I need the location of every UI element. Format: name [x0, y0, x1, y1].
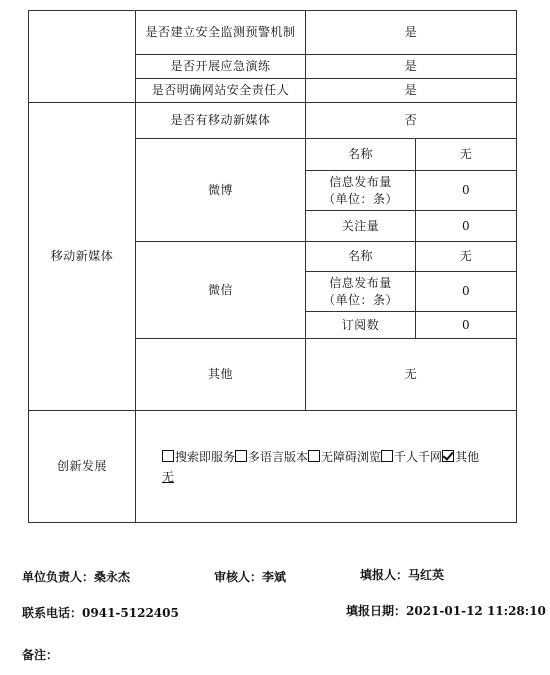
phone-value: 0941-5122405 — [82, 606, 179, 620]
innovation-label: 创新发展 — [29, 411, 136, 523]
date-label: 填报日期： — [346, 604, 407, 618]
security-owner-value: 是 — [306, 79, 517, 103]
option-label: 无障碍浏览 — [321, 449, 382, 464]
filler-label: 填报人： — [360, 568, 409, 582]
weixin-subs-value: 0 — [416, 312, 517, 339]
weibo-follow-value: 0 — [416, 211, 517, 242]
weibo-posts-label — [306, 171, 416, 211]
security-owner-label: 是否明确网站安全责任人 — [136, 79, 306, 103]
weibo-posts-label-line2: （单位：条） — [322, 191, 398, 206]
weixin-name-label: 名称 — [306, 242, 416, 272]
weibo-name-label: 名称 — [306, 139, 416, 171]
weibo-posts-label-line1: 信息发布量 — [329, 174, 392, 189]
unit-head-value: 桑永杰 — [94, 570, 131, 584]
filler-value: 马红英 — [408, 568, 445, 582]
innovation-other-value: 无 — [162, 469, 175, 484]
contact-phone — [22, 604, 179, 621]
weixin-label: 微信 — [136, 242, 306, 339]
weixin-posts-label-line1: 信息发布量 — [329, 275, 392, 290]
has-mobile-media-label: 是否有移动新媒体 — [136, 103, 306, 139]
checkbox-icon[interactable] — [381, 450, 393, 462]
mobile-media-section-label: 移动新媒体 — [29, 103, 136, 411]
has-mobile-media-value: 否 — [306, 103, 517, 139]
weixin-name-value: 无 — [416, 242, 517, 272]
reviewer — [214, 568, 286, 585]
weibo-posts-value: 0 — [416, 171, 517, 211]
weixin-posts-label-line2: （单位：条） — [322, 292, 398, 307]
reviewer-label: 审核人： — [214, 570, 263, 584]
option-other[interactable] — [442, 450, 479, 464]
innovation-options — [136, 411, 517, 523]
other-media-value: 无 — [306, 339, 517, 411]
weixin-posts-label — [306, 272, 416, 312]
empty-left-cell — [29, 11, 136, 103]
phone-label: 联系电话： — [22, 606, 83, 620]
checkbox-icon[interactable] — [308, 450, 320, 462]
reviewer-value: 李斌 — [262, 570, 287, 584]
weixin-subs-label: 订阅数 — [306, 312, 416, 339]
security-warning-label: 是否建立安全监测预警机制 — [136, 11, 306, 55]
weibo-label: 微博 — [136, 139, 306, 242]
emergency-drill-label: 是否开展应急演练 — [136, 55, 306, 79]
weibo-name-value: 无 — [416, 139, 517, 171]
option-label: 搜索即服务 — [175, 449, 236, 464]
option-label: 其他 — [455, 449, 480, 464]
weibo-follow-label: 关注量 — [306, 211, 416, 242]
report-table — [28, 10, 517, 523]
other-media-label: 其他 — [136, 339, 306, 411]
option-search-service[interactable] — [162, 450, 235, 464]
unit-head — [22, 568, 130, 585]
option-label: 千人千网 — [394, 449, 443, 464]
option-personalized[interactable] — [381, 450, 442, 464]
emergency-drill-value: 是 — [306, 55, 517, 79]
option-accessibility[interactable] — [308, 450, 381, 464]
filler — [360, 566, 444, 583]
security-warning-value: 是 — [306, 11, 517, 55]
note-label: 备注： — [22, 648, 59, 662]
checkbox-icon[interactable] — [235, 450, 247, 462]
option-label: 多语言版本 — [248, 449, 309, 464]
option-multilingual[interactable] — [235, 450, 308, 464]
unit-head-label: 单位负责人： — [22, 570, 95, 584]
fill-date — [346, 602, 546, 619]
date-value: 2021-01-12 11:28:10 — [406, 604, 546, 618]
checkbox-checked-icon[interactable] — [442, 450, 454, 462]
weixin-posts-value: 0 — [416, 272, 517, 312]
note — [22, 646, 58, 663]
checkbox-icon[interactable] — [162, 450, 174, 462]
